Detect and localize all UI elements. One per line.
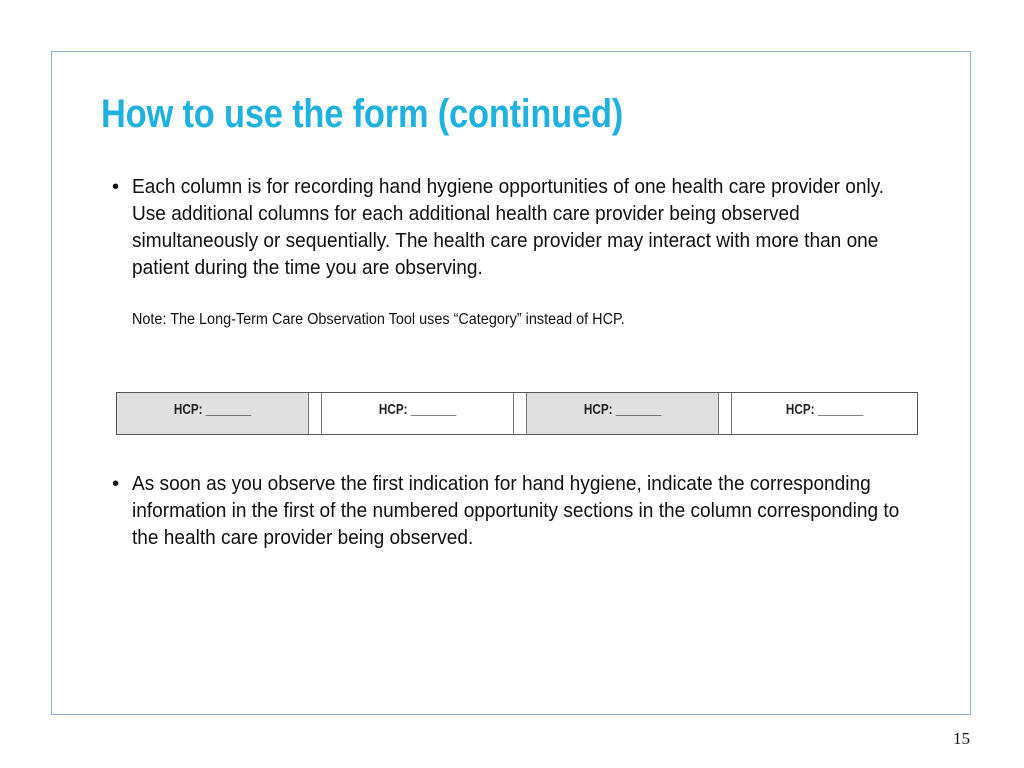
hcp-label: HCP: _______: [378, 401, 457, 418]
hcp-column-3: [527, 393, 718, 434]
bullet-marker: •: [112, 472, 120, 495]
hcp-column-4: [732, 393, 917, 434]
page-number: 15: [953, 729, 970, 748]
hcp-label: HCP: _______: [583, 401, 662, 418]
slide-title: How to use the form (continued): [101, 92, 624, 136]
column-separator: [513, 393, 527, 434]
column-separator: [308, 393, 322, 434]
bullet-item-1: [112, 173, 962, 281]
slide-frame: [51, 51, 971, 715]
bullet-marker: •: [112, 175, 120, 198]
hcp-columns-table: [116, 392, 918, 435]
column-separator: [718, 393, 732, 434]
hcp-column-1: [117, 393, 308, 434]
bullet-item-2: [112, 470, 962, 551]
bullet-text: As soon as you observe the first indication for hand hygiene, indicate the corresponding information in the first of the numbered opportunity sections in the column corresponding to the health care provider being observed.: [132, 472, 900, 549]
bullet-text: Each column is for recording hand hygiene opportunities of one health care provider only. Use additional columns for each additional health care provider being observed simultaneously or sequentially. The health care provider may interact with more than one patient during the time you are observing.: [132, 175, 885, 279]
hcp-label: HCP: _______: [173, 401, 252, 418]
hcp-column-2: [322, 393, 513, 434]
hcp-label: HCP: _______: [785, 401, 864, 418]
note-text: Note: The Long-Term Care Observation Tool uses “Category” instead of HCP.: [132, 311, 625, 328]
